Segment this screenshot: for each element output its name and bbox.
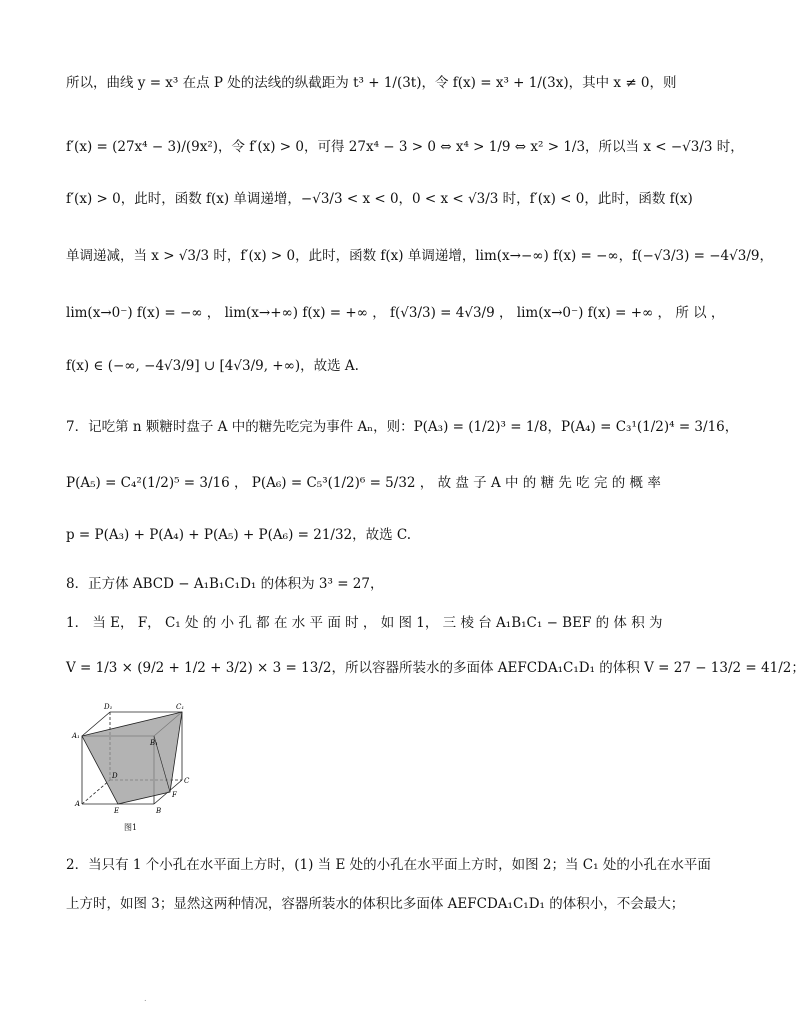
line-2: f′(x) = (27x⁴ − 3)/(9x²)，令 f′(x) > 0，可得 27x⁴ − 3 > 0 ⇔ x⁴ > 1/9 ⇔ x² > 1/3，所以当 x < −√3/3 时， (66, 139, 744, 155)
label-D1: D₁ (104, 703, 113, 711)
line-12: V = 1/3 × (9/2 + 1/2 + 3/2) × 3 = 13/2，所以容器所装水的多面体 AEFCDA₁C₁D₁ 的体积 V = 27 − 13/2 = 41/2； (66, 660, 805, 676)
line-7: 7．记吃第 n 颗糖时盘子 A 中的糖先吃完为事件 Aₙ，则：P(A₃) = (1/2)³ = 1/8，P(A₄) = C₃¹(1/2)⁴ = 3/16， (66, 419, 739, 435)
label-D: D (112, 772, 118, 780)
line-3: f′(x) > 0，此时，函数 f(x) 单调递增，−√3/3 < x < 0，0 < x < √3/3 时，f′(x) < 0，此时，函数 f(x) (66, 191, 693, 207)
label-A1: A₁ (72, 732, 80, 740)
line-4: 单调递减，当 x > √3/3 时，f′(x) > 0，此时，函数 f(x) 单调递增，lim(x→−∞) f(x) = −∞，f(−√3/3) = −4√3/9， (66, 248, 773, 264)
label-C: C (184, 777, 190, 785)
label-B1: B₁ (150, 739, 158, 747)
label-A: A (75, 800, 81, 808)
line-8: P(A₅) = C₄²(1/2)⁵ = 3/16 ， P(A₆) = C₅³(1/2)⁶ = 5/32 ， 故 盘 子 A 中 的 糖 先 吃 完 的 概 率 (66, 475, 661, 491)
line-1: 所以，曲线 y = x³ 在点 P 处的法线的纵截距为 t³ + 1/(3t)，令 f(x) = x³ + 1/(3x)，其中 x ≠ 0，则 (66, 75, 677, 91)
label-C1: C₁ (176, 703, 185, 711)
line-11: 1． 当 E， F， C₁ 处 的 小 孔 都 在 水 平 面 时 ， 如 图 1， 三 棱 台 A₁B₁C₁ − BEF 的 体 积 为 (66, 615, 663, 631)
label-B: B (156, 807, 162, 815)
footer-mark: . (144, 994, 147, 1003)
line-14: 上方时，如图 3；显然这两种情况，容器所装水的体积比多面体 AEFCDA₁C₁D₁ 的体积小，不会最大； (66, 896, 685, 912)
line-5: lim(x→0⁻) f(x) = −∞ ， lim(x→+∞) f(x) = +∞ ， f(√3/3) = 4√3/9 ， lim(x→0⁻) f(x) = +∞ ， 所 以 ， (66, 305, 725, 321)
line-9: p = P(A₃) + P(A₄) + P(A₅) + P(A₆) = 21/32，故选 C. (66, 527, 412, 543)
label-E: E (114, 807, 120, 815)
line-13: 2．当只有 1 个小孔在水平面上方时，(1) 当 E 处的小孔在水平面上方时，如图 2；当 C₁ 处的小孔在水平面 (66, 857, 711, 873)
line-6: f(x) ∈ (−∞, −4√3/9] ∪ [4√3/9, +∞)，故选 A. (66, 358, 359, 374)
line-10: 8．正方体 ABCD − A₁B₁C₁D₁ 的体积为 3³ = 27， (66, 576, 384, 592)
figure-1-cube-diagram (70, 700, 200, 840)
figure-caption: 图1 (124, 823, 138, 832)
label-F: F (172, 791, 177, 799)
